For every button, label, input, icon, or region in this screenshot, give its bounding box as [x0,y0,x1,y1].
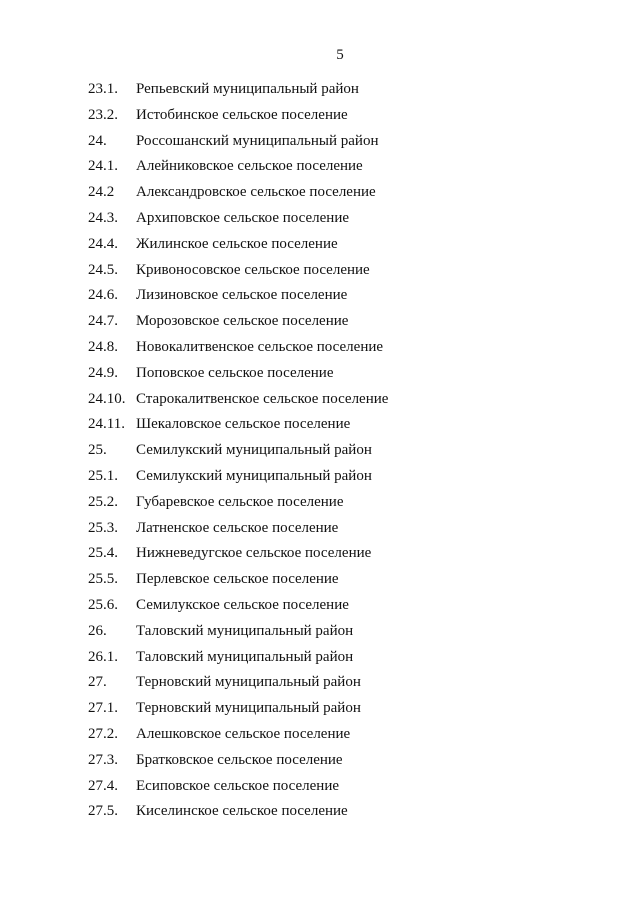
entry-name: Алешковское сельское поселение [136,725,351,742]
list-item [88,285,388,311]
list-item [88,105,388,131]
list-item [88,569,388,595]
entry-number: 23.2. [88,106,118,123]
list-item [88,776,388,802]
entry-number: 23.1. [88,81,118,97]
entry-number: 24.1. [88,158,118,175]
list-item [88,801,388,827]
entry-number: 24.10. [88,390,126,407]
entry-number: 25. [88,442,107,459]
entry-name: Александровское сельское поселение [136,184,376,201]
entry-number: 24.3. [88,209,118,226]
entry-number: 27.3. [88,751,118,768]
entry-number: 26. [88,622,107,639]
page-number: 5 [336,47,344,63]
entry-name: Семилукский муниципальный район [136,467,372,484]
entry-number: 25.4. [88,545,118,562]
list-item [88,466,388,492]
entry-name: Братковское сельское поселение [136,751,343,768]
list-item [88,131,388,157]
entry-name: Лизиновское сельское поселение [136,287,348,304]
entry-number: 24. [88,132,107,149]
entry-number: 24.8. [88,338,118,355]
list-item [88,363,388,389]
list-item [88,156,388,182]
entry-name: Терновский муниципальный район [136,700,361,717]
entry-name: Кривоносовское сельское поселение [136,261,370,278]
entry-number: 24.2 [88,184,115,201]
entry-name: Жилинское сельское поселение [136,235,338,252]
entry-number: 25.2. [88,493,118,510]
entry-name: Шекаловское сельское поселение [136,416,351,433]
entry-name: Терновский муниципальный район [136,674,361,691]
entry-number: 27.1. [88,700,118,717]
list-item [88,595,388,621]
entry-number: 24.9. [88,364,118,381]
list-item [88,724,388,750]
entry-number: 27.4. [88,777,118,794]
entry-name: Репьевский муниципальный район [136,81,359,97]
list-item [88,492,388,518]
entry-name: Новокалитвенское сельское поселение [136,338,384,355]
entry-number: 24.11. [88,416,125,433]
list-item [88,414,388,440]
list-item [88,621,388,647]
entry-number: 27.5. [88,803,118,820]
list-item [88,518,388,544]
list-item [88,389,388,415]
entry-number: 27.2. [88,725,118,742]
entry-name: Архиповское сельское поселение [136,209,350,226]
entry-number: 25.3. [88,519,118,536]
entry-number: 25.6. [88,596,118,613]
entry-name: Нижневедугское сельское поселение [136,545,372,562]
entry-name: Семилукское сельское поселение [136,596,349,613]
list-item [88,337,388,363]
entry-name: Таловский муниципальный район [136,622,354,639]
list-item [88,182,388,208]
entry-name: Губаревское сельское поселение [136,493,344,510]
list-item [88,647,388,673]
entry-number: 26.1. [88,648,118,665]
entry-number: 27. [88,674,107,691]
entry-name: Старокалитвенское сельское поселение [136,390,389,407]
entry-name: Киселинское сельское поселение [136,803,348,820]
entry-number: 24.6. [88,287,118,304]
list-item [88,208,388,234]
entry-name: Поповское сельское поселение [136,364,334,381]
entry-number: 24.5. [88,261,118,278]
entry-name: Морозовское сельское поселение [136,313,349,330]
list-item [88,440,388,466]
entry-name: Алейниковское сельское поселение [136,158,363,175]
list-item [88,750,388,776]
entry-name: Таловский муниципальный район [136,648,354,665]
entry-name: Перлевское сельское поселение [136,571,339,588]
list-item [88,672,388,698]
list-item [88,234,388,260]
entry-name: Истобинское сельское поселение [136,106,348,123]
list-item [88,698,388,724]
entry-number: 24.7. [88,313,118,330]
entry-number: 25.1. [88,467,118,484]
entry-number: 25.5. [88,571,118,588]
entry-name: Семилукский муниципальный район [136,442,372,459]
list-item [88,260,388,286]
list-item [88,543,388,569]
entry-name: Латненское сельское поселение [136,519,339,536]
list-item [88,79,388,105]
entry-list [88,79,388,827]
entry-number: 24.4. [88,235,118,252]
list-item [88,311,388,337]
entry-name: Россошанский муниципальный район [136,132,379,149]
entry-name: Есиповское сельское поселение [136,777,339,794]
